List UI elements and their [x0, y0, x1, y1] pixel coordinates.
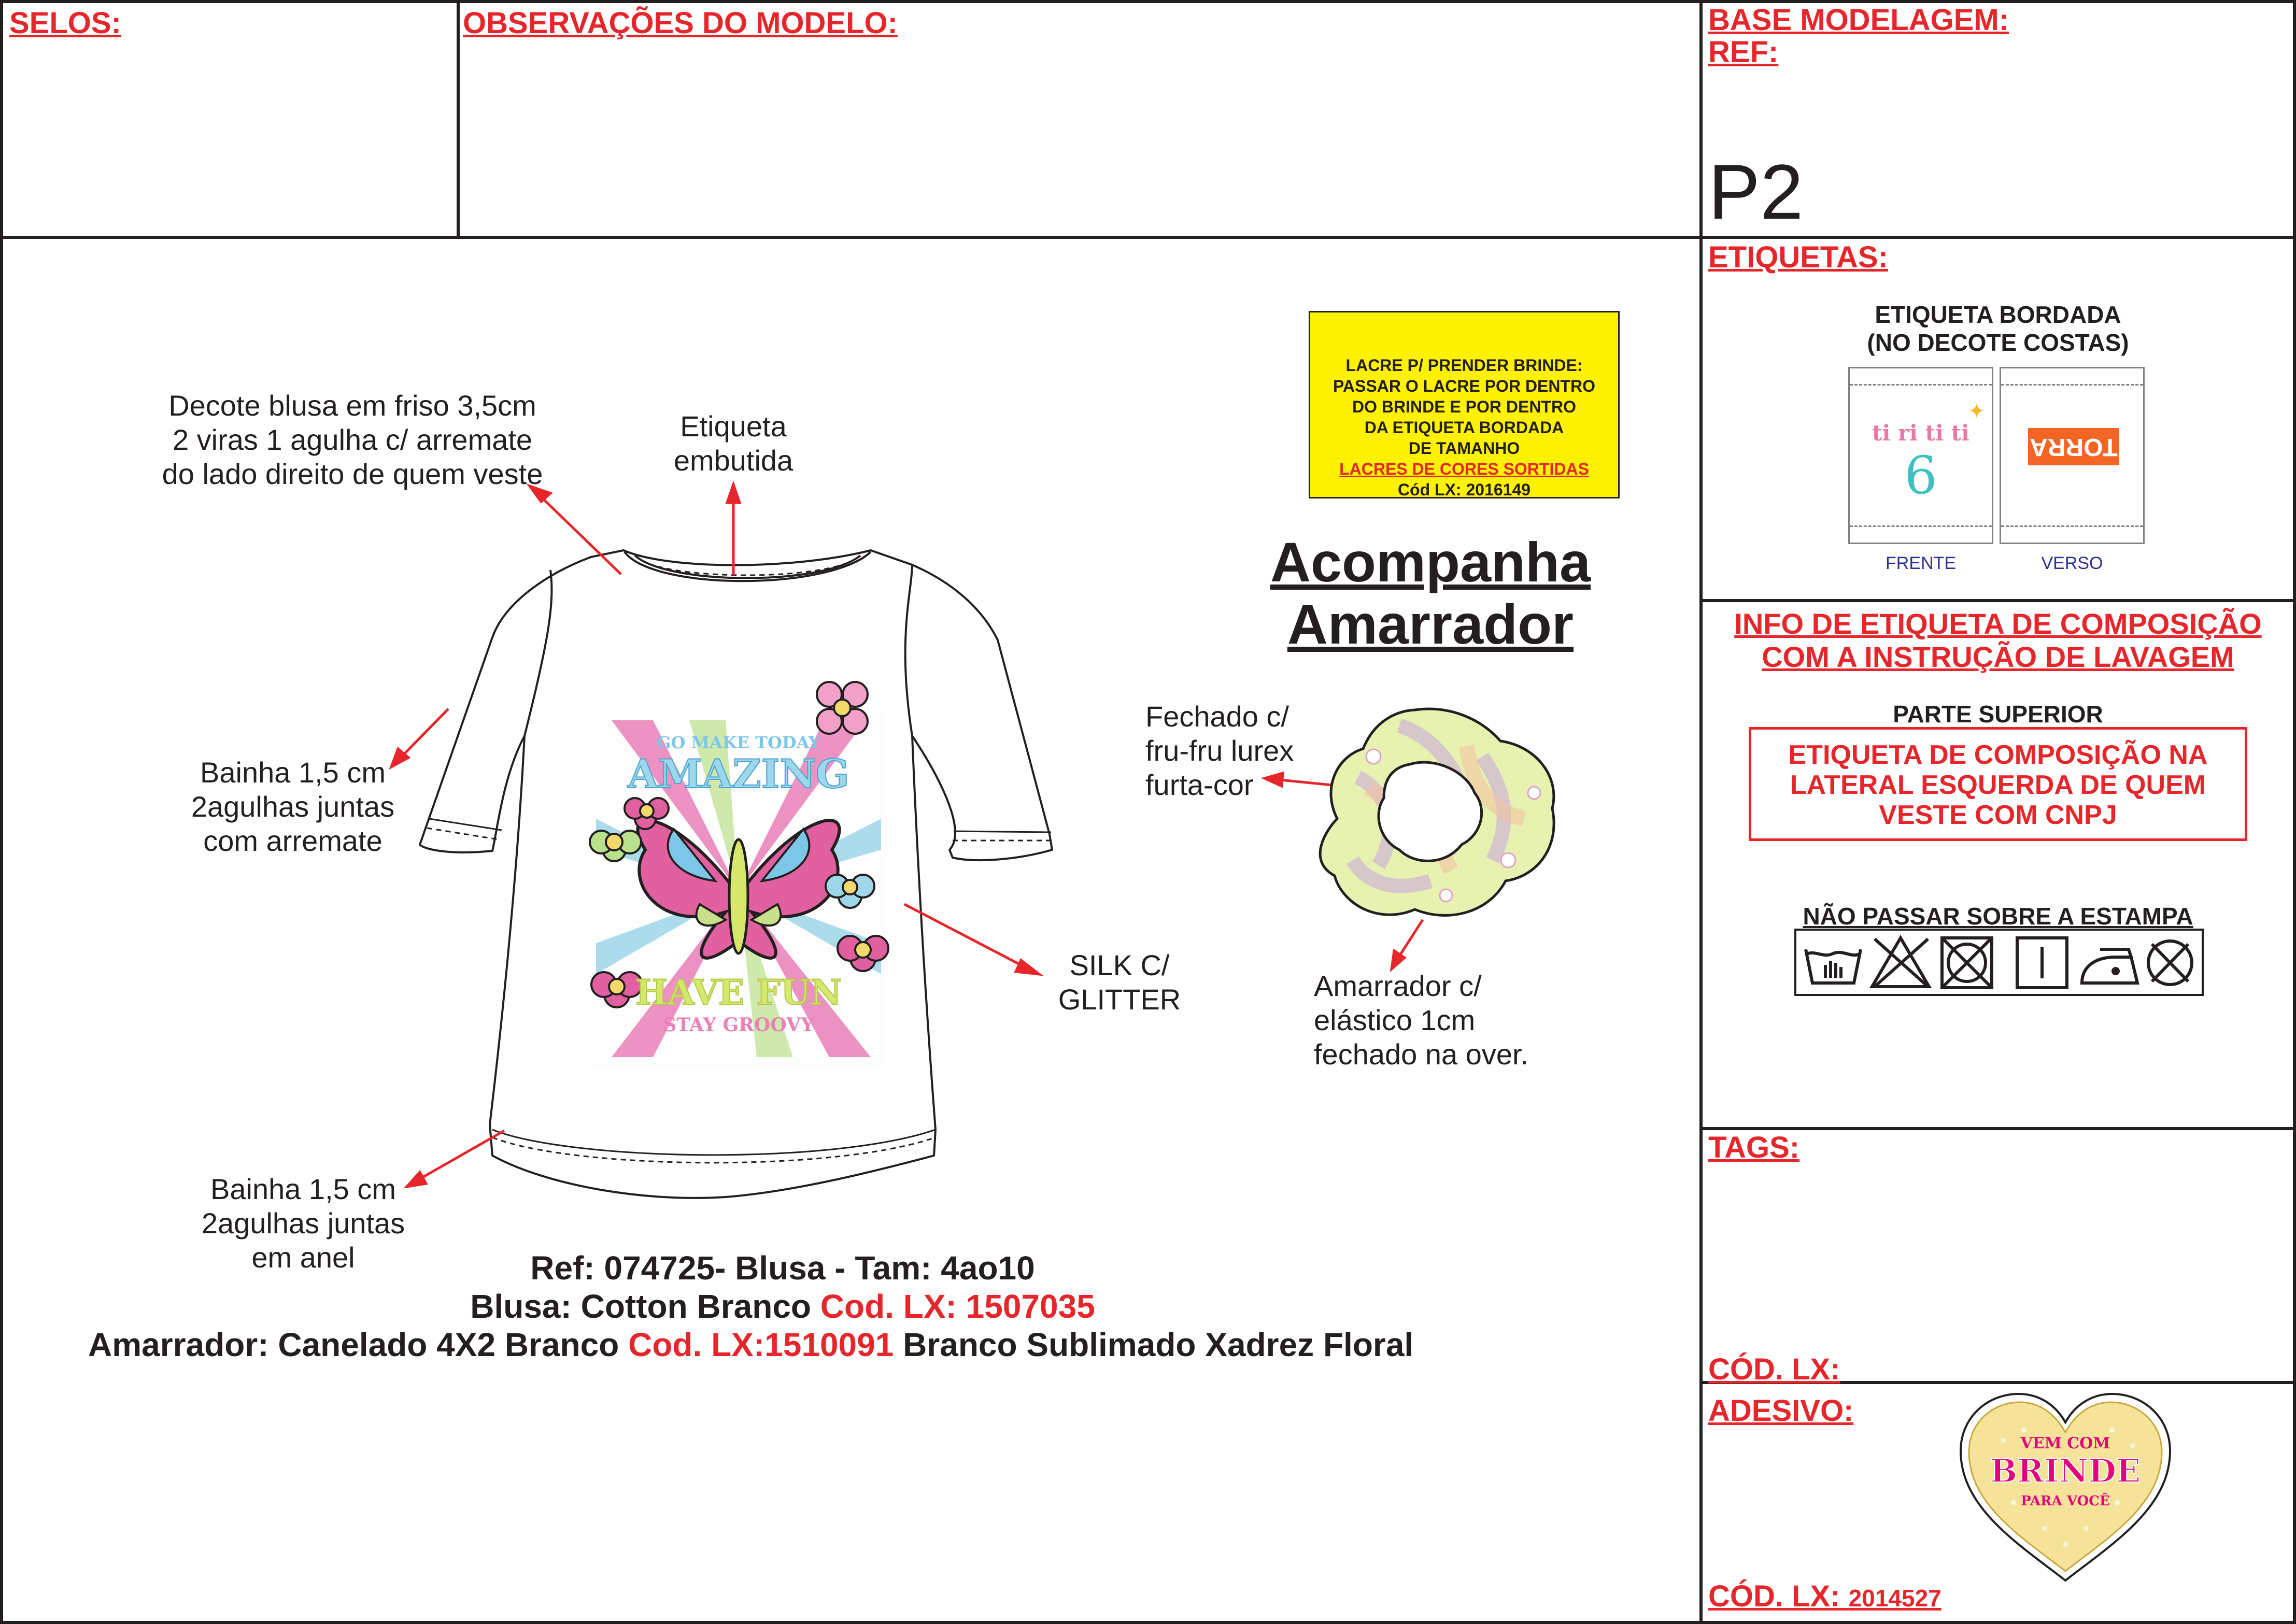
- label-front: [1848, 367, 1993, 544]
- etiqueta-bordada-title: ETIQUETA BORDADA (NO DECOTE COSTAS): [1867, 301, 2129, 356]
- svg-text:PARA VOCÊ: PARA VOCÊ: [2021, 1493, 2110, 1509]
- heart-sticker: [1957, 1389, 2174, 1586]
- svg-text:VEM COM: VEM COM: [2020, 1434, 2110, 1452]
- brand-front: ti ri ti ti: [1872, 420, 1969, 446]
- adesivo-cod-label: CÓD. LX: 2014527: [1708, 1579, 1941, 1613]
- nao-passar-warning: NÃO PASSAR SOBRE A ESTAMPA: [1803, 903, 2193, 930]
- composicao-box: ETIQUETA DE COMPOSIÇÃO NA LATERAL ESQUERDA DE QUEM VESTE COM CNPJ: [1749, 727, 2247, 841]
- tags-cod-label: CÓD. LX:: [1708, 1352, 1840, 1386]
- butterfly-print: [590, 682, 888, 1067]
- svg-text:STAY GROOVY: STAY GROOVY: [663, 1014, 814, 1036]
- etiquetas-label: ETIQUETAS:: [1708, 240, 1888, 274]
- svg-text:GO MAKE TODAY: GO MAKE TODAY: [657, 733, 820, 752]
- lacre-text: LACRE P/ PRENDER BRINDE: PASSAR O LACRE POR DENTRO DO BRINDE E POR DENTRO DA ETIQUETA BORDADA DE TAMANHO LACRES DE CORES SORTIDAS Cód LX: 2016149: [1333, 356, 1596, 499]
- svg-text:AMAZING: AMAZING: [628, 751, 849, 797]
- tags-label: TAGS:: [1708, 1131, 1800, 1164]
- etiqueta-note: Etiqueta embutida: [673, 410, 793, 477]
- bainha-manga-note: Bainha 1,5 cm 2agulhas juntas com arremate: [191, 756, 395, 857]
- fechado-note: Fechado c/ fru-fru lurex furta-cor: [1145, 700, 1294, 801]
- observacoes-label: OBSERVAÇÕES DO MODELO:: [463, 6, 898, 40]
- lacre-card: [1309, 311, 1620, 498]
- frente-label: FRENTE: [1886, 553, 1956, 573]
- scrunchie-drawing: [1320, 709, 1554, 915]
- selos-label: SELOS:: [9, 6, 121, 40]
- ref-label: REF:: [1708, 35, 1779, 69]
- size-label: P2: [1708, 148, 1804, 235]
- acompanha-title: Acompanha Amarrador: [1270, 531, 1591, 656]
- decote-note: Decote blusa em friso 3,5cm 2 viras 1 agulha c/ arremate do lado direito de quem veste: [162, 389, 543, 490]
- label-back: [2000, 367, 2145, 544]
- parte-superior: PARTE SUPERIOR: [1893, 701, 2103, 728]
- bainha-barra-note: Bainha 1,5 cm 2agulhas juntas em anel: [201, 1173, 405, 1274]
- amarrador-note: Amarrador c/ elástico 1cm fechado na over.: [1314, 970, 1529, 1071]
- blusa-line: Blusa: Cotton Branco Cod. LX: 1507035: [470, 1288, 1095, 1325]
- ref-line: Ref: 074725- Blusa - Tam: 4ao10: [530, 1249, 1035, 1287]
- brand-back: TORRA: [2028, 428, 2119, 465]
- size-number: 6: [1904, 445, 1937, 506]
- adesivo-label: ADESIVO:: [1708, 1394, 1854, 1428]
- base-modelagem-label: BASE MODELAGEM:: [1708, 3, 2009, 37]
- composicao-title: INFO DE ETIQUETA DE COMPOSIÇÃO COM A INSTRUÇÃO DE LAVAGEM: [1734, 607, 2262, 673]
- svg-text:BRINDE: BRINDE: [1990, 1452, 2141, 1490]
- sparkle-icon: ✦: [1968, 400, 1986, 423]
- care-symbols: [1794, 929, 2204, 996]
- amarrador-line: Amarrador: Canelado 4X2 Branco Cod. LX:1510091 Branco Sublimado Xadrez Floral: [88, 1326, 1414, 1363]
- no-tumble-dry-icon: [1942, 938, 1992, 988]
- silk-note: SILK C/ GLITTER: [1058, 949, 1181, 1016]
- verso-label: VERSO: [2041, 553, 2103, 573]
- svg-text:HAVE FUN: HAVE FUN: [635, 972, 842, 1013]
- product-info: [31, 1249, 1534, 1364]
